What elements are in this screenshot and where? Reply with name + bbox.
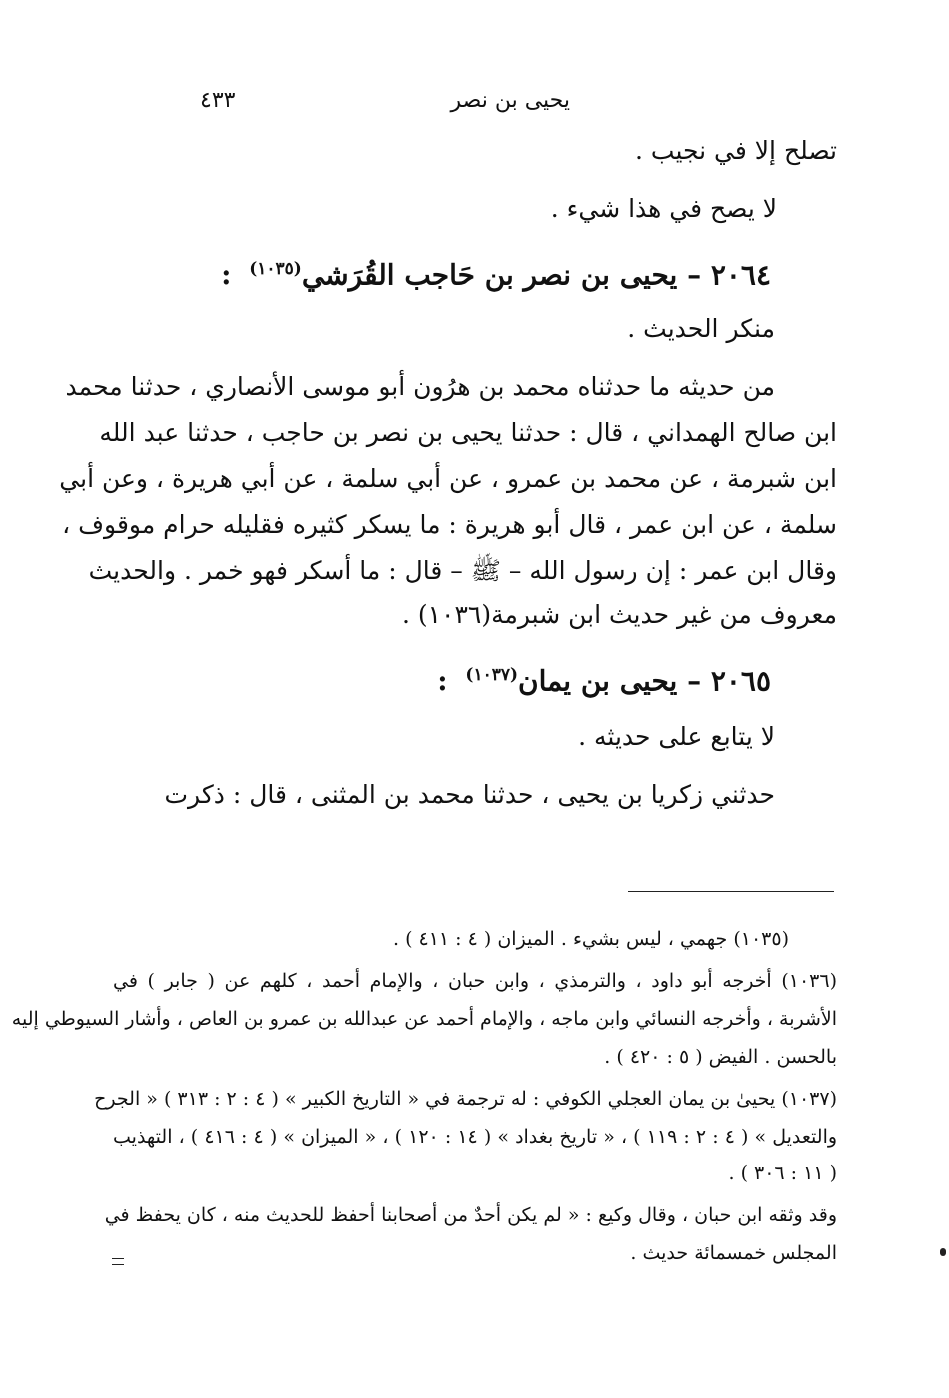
body-line: سلمة ، عن ابن عمر ، قال أبو هريرة : ما يسكر كثيره فقليله حرام موقوف ، xyxy=(62,510,837,539)
entry-heading-2064 xyxy=(221,252,771,292)
margin-mark xyxy=(112,1258,124,1265)
body-line: وقال ابن عمر : إن رسول الله – ﷺ – قال : ما أسكر فهو خمر . والحديث xyxy=(88,556,837,585)
edge-mark xyxy=(940,1248,946,1256)
footnote-ref: (١٠٣٥) xyxy=(249,259,302,279)
footnote-line: المجلس خمسمائة حديث . xyxy=(630,1242,837,1264)
footnote-line: الأشربة ، وأخرجه النسائي وابن ماجه ، والإمام أحمد عن عبدالله بن عمرو بن العاص ، وأشار السيوطي إليه xyxy=(11,1008,837,1030)
heading-colon: : xyxy=(437,664,448,698)
footnote-line: والتعديل » ( ٤ : ٢ : ١١٩ ) ، « تاريخ بغداد » ( ١٤ : ١٢٠ ) ، « الميزان » ( ٤ : ٤١٦ ) ، التهذيب xyxy=(113,1126,838,1148)
body-line: تصلح إلا في نجيب . xyxy=(635,136,837,165)
body-line: حدثني زكريا بن يحيى ، حدثنا محمد بن المثنى ، قال : ذكرت xyxy=(164,780,775,809)
footnote-ref: (١٠٣٧) xyxy=(465,665,519,685)
footnote-line: (١٠٣٧) يحيىٰ بن يمان العجلي الكوفي : له ترجمة في « التاريخ الكبير » ( ٤ : ٢ : ٣١٣ ) « الجرح xyxy=(94,1088,837,1110)
body-line: ابن صالح الهمداني ، قال : حدثنا يحيى بن نصر بن حاجب ، حدثنا عبد الله xyxy=(99,418,837,447)
body-line: لا يتابع على حديثه . xyxy=(578,722,775,751)
page-number: ٤٣٣ xyxy=(200,88,236,113)
footnote-separator xyxy=(628,891,834,892)
heading-colon: : xyxy=(221,258,232,292)
footnote-line: ( ١١ : ٣٠٦ ) . xyxy=(728,1162,837,1184)
body-line: من حديثه ما حدثناه محمد بن هرُون أبو موسى الأنصاري ، حدثنا محمد xyxy=(65,372,775,401)
entry-title: ٢٠٦٤ – يحيى بن نصر بن حَاجب القُرَشي xyxy=(301,258,771,292)
entry-title: ٢٠٦٥ – يحيى بن يمان xyxy=(518,664,771,698)
body-line: ابن شبرمة ، عن محمد بن عمرو ، عن أبي سلمة ، عن أبي هريرة ، وعن أبي xyxy=(59,464,837,493)
body-line: منكر الحديث . xyxy=(627,314,775,343)
body-line: معروف من غير حديث ابن شبرمة(١٠٣٦) . xyxy=(401,600,837,629)
footnote-line: (١٠٣٥) جهمي ، ليس بشيء . الميزان ( ٤ : ٤١١ ) . xyxy=(392,928,789,950)
body-line: لا يصح في هذا شيء . xyxy=(550,194,777,223)
running-title: يحيى بن نصر xyxy=(450,88,570,113)
footnote-line: (١٠٣٦) أخرجه أبو داود ، والترمذي ، وابن حبان ، والإمام أحمد ، كلهم عن ( جابر ) في xyxy=(113,970,837,992)
footnote-line: وقد وثقه ابن حبان ، وقال وكيع : « لم يكن أحدٌ من أصحابنا أحفظ للحديث منه ، كان يحفظ في xyxy=(104,1204,837,1226)
page-header xyxy=(140,88,840,128)
footnote-line: بالحسن . الفيض ( ٥ : ٤٢٠ ) . xyxy=(604,1046,837,1068)
entry-heading-2065 xyxy=(437,658,771,698)
